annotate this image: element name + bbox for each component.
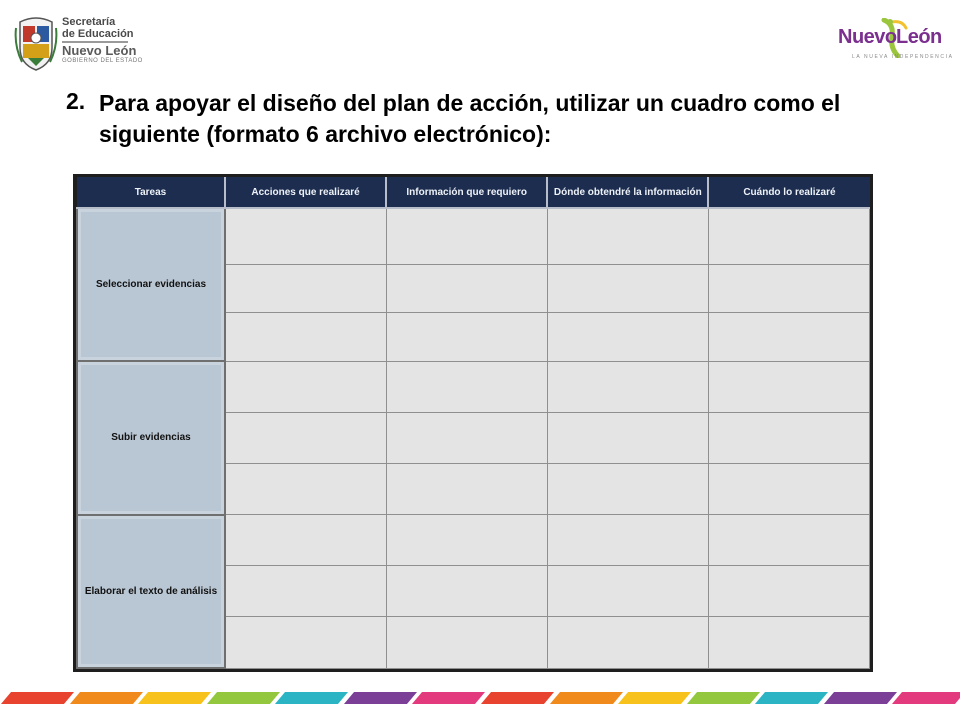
stripe-segment: [618, 692, 691, 704]
stripe-segment: [755, 692, 828, 704]
sep-logo-line: de Educación: [62, 28, 134, 40]
table-cell[interactable]: [708, 617, 869, 668]
table-cell[interactable]: [547, 463, 708, 514]
table-cell[interactable]: [386, 463, 547, 514]
stripe-segment: [1, 692, 74, 704]
nuevo-leon-logo-word: León: [896, 26, 942, 48]
stripe-segment: [892, 692, 960, 704]
heading-text: Para apoyar el diseño del plan de acción, utilizar un cuadro como el siguiente (formato 6 archivo electrónico):: [99, 90, 841, 147]
table-cell[interactable]: [225, 617, 386, 668]
table-cell[interactable]: [547, 208, 708, 264]
table-cell[interactable]: [708, 313, 869, 362]
sep-logo-line: Secretaría: [62, 16, 116, 28]
table-cell[interactable]: [386, 264, 547, 312]
table-cell[interactable]: [708, 515, 869, 566]
table-cell[interactable]: [225, 515, 386, 566]
stripe-segment: [344, 692, 417, 704]
column-header-informacion: Información que requiero: [386, 177, 547, 208]
table-cell[interactable]: [547, 412, 708, 463]
stripe-segment: [275, 692, 348, 704]
table-cell[interactable]: [386, 412, 547, 463]
task-cell: Elaborar el texto de análisis: [77, 515, 225, 668]
sep-logo-line: Nuevo León: [62, 43, 137, 58]
table-cell[interactable]: [547, 566, 708, 617]
column-header-acciones: Acciones que realizaré: [225, 177, 386, 208]
task-cell: Seleccionar evidencias: [77, 208, 225, 361]
action-plan-grid: [76, 177, 870, 669]
stripe-segment: [412, 692, 485, 704]
table-cell[interactable]: [225, 361, 386, 412]
table-cell[interactable]: [547, 617, 708, 668]
stripe-segment: [824, 692, 897, 704]
column-header-tareas: Tareas: [77, 177, 225, 208]
table-cell[interactable]: [547, 515, 708, 566]
column-header-donde: Dónde obtendré la información: [547, 177, 708, 208]
stripe-segment: [207, 692, 280, 704]
table-cell[interactable]: [708, 361, 869, 412]
table-cell[interactable]: [386, 617, 547, 668]
table-row: [77, 515, 870, 566]
nuevo-leon-slogan: LA NUEVA INDEPENDENCIA: [852, 54, 954, 60]
stripe-segment: [687, 692, 760, 704]
table-cell[interactable]: [225, 463, 386, 514]
sep-logo: [14, 14, 164, 74]
table-cell[interactable]: [225, 412, 386, 463]
table-cell[interactable]: [225, 313, 386, 362]
table-cell[interactable]: [547, 361, 708, 412]
table-cell[interactable]: [708, 208, 869, 264]
table-row: [77, 208, 870, 264]
task-cell: Subir evidencias: [77, 361, 225, 514]
sep-logo-line: GOBIERNO DEL ESTADO: [62, 58, 143, 64]
stripe-segment: [70, 692, 143, 704]
table-cell[interactable]: [547, 264, 708, 312]
table-cell[interactable]: [225, 208, 386, 264]
column-header-cuando: Cuándo lo realizaré: [708, 177, 869, 208]
table-cell[interactable]: [708, 566, 869, 617]
stripe-segment: [138, 692, 211, 704]
table-cell[interactable]: [708, 463, 869, 514]
stripe-segment: [550, 692, 623, 704]
table-cell[interactable]: [547, 313, 708, 362]
nuevo-leon-logo-word: Nuevo: [838, 26, 897, 48]
state-coat-of-arms-icon: [14, 16, 58, 72]
table-cell[interactable]: [708, 412, 869, 463]
table-cell[interactable]: [386, 515, 547, 566]
table-cell[interactable]: [386, 313, 547, 362]
table-cell[interactable]: [225, 566, 386, 617]
table-row: [77, 361, 870, 412]
nuevo-leon-logo: [834, 18, 954, 68]
action-plan-table: [73, 174, 873, 672]
table-cell[interactable]: [708, 264, 869, 312]
table-cell[interactable]: [386, 208, 547, 264]
table-cell[interactable]: [386, 361, 547, 412]
table-header-row: [77, 177, 870, 208]
table-cell[interactable]: [225, 264, 386, 312]
rainbow-stripe: [0, 692, 960, 704]
heading-number: 2.: [66, 88, 86, 114]
table-cell[interactable]: [386, 566, 547, 617]
stripe-segment: [481, 692, 554, 704]
